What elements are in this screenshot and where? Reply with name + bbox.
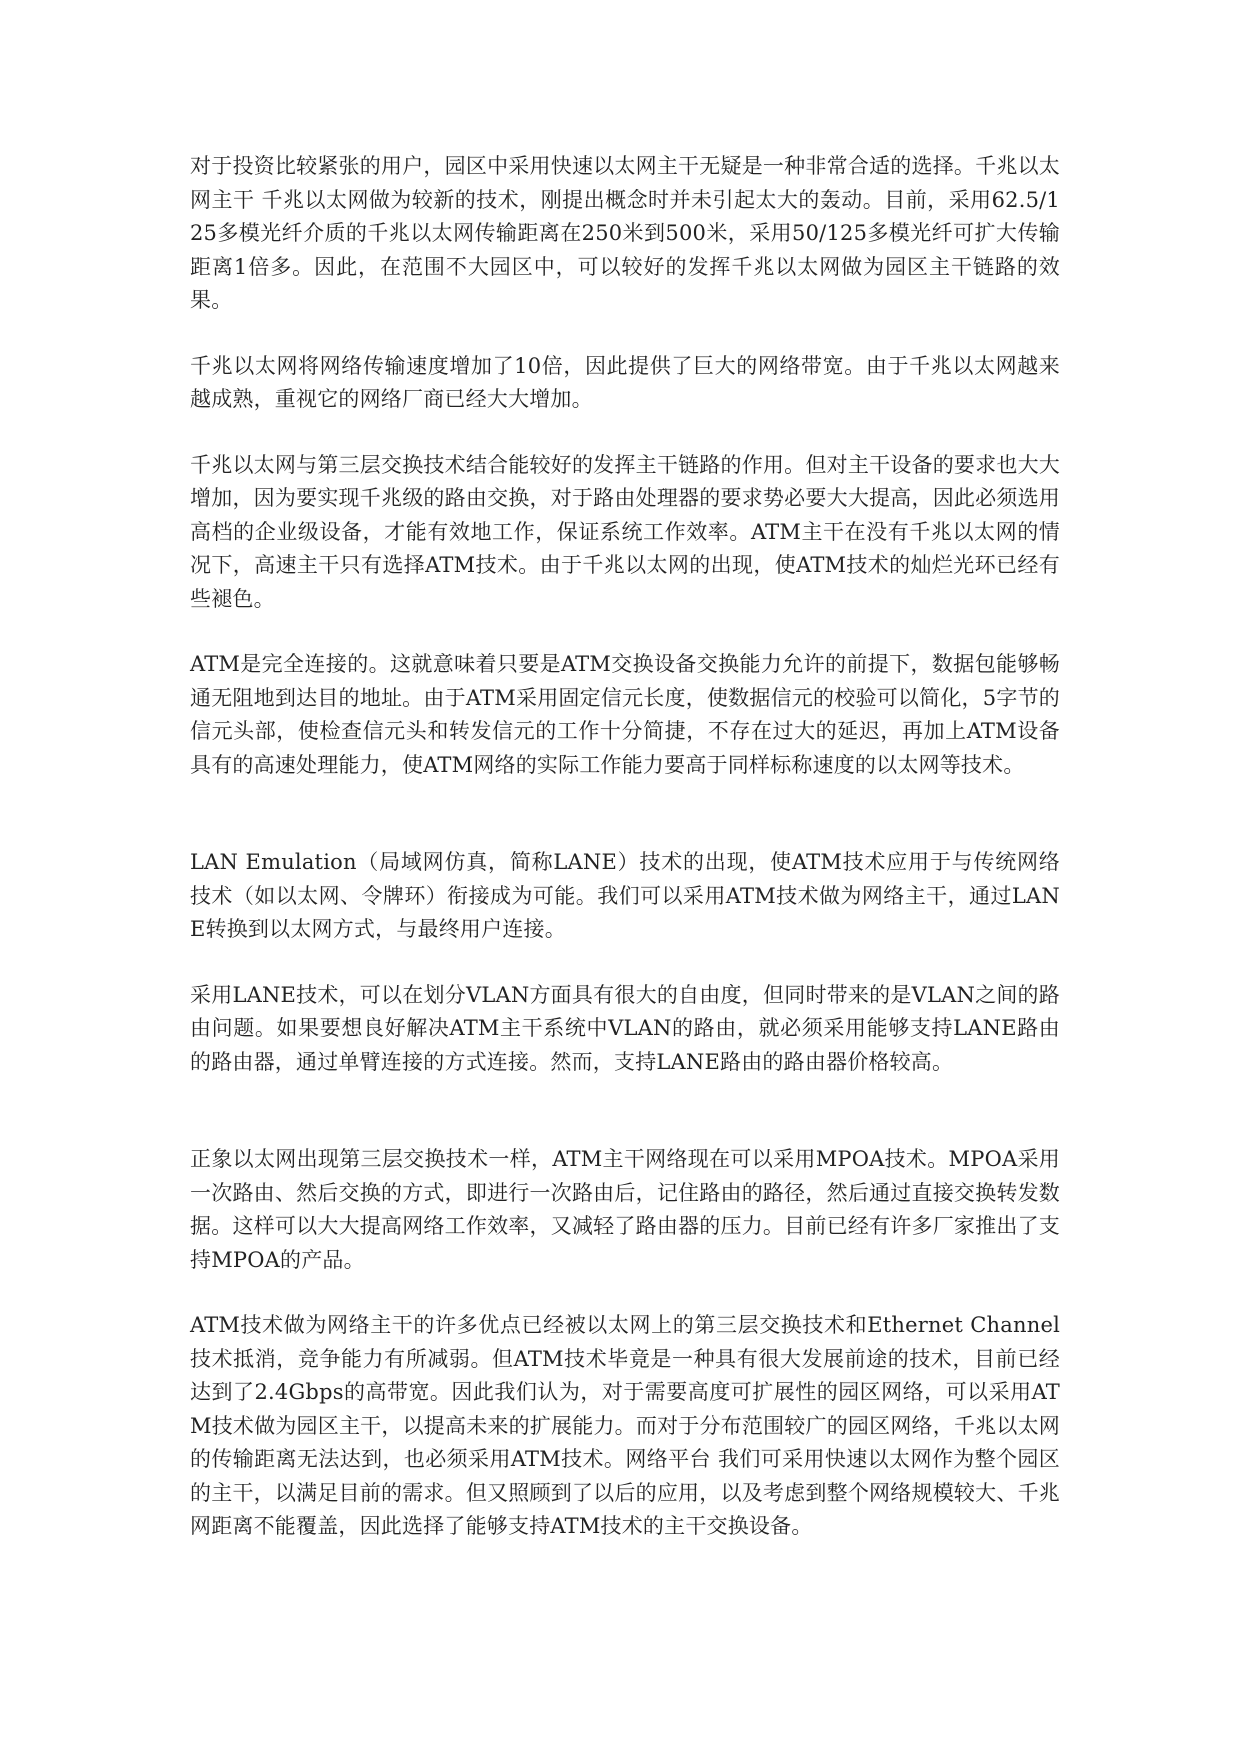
document-body [190, 150, 1060, 1576]
paragraph-atm-conclusion: ATM技术做为网络主干的许多优点已经被以太网上的第三层交换技术和Ethernet Channel技术抵消，竞争能力有所减弱。但ATM技术毕竟是一种具有很大发展前途的技术，目前已经达到了2.4Gbps的高带宽。因此我们认为，对于需要高度可扩展性的园区网络，可以采用ATM技术做为园区主干，以提高未来的扩展能力。而对于分布范围较广的园区网络，千兆以太网的传输距离无法达到，也必须采用ATM技术。网络平台 我们可采用快速以太网作为整个园区的主干，以满足目前的需求。但又照顾到了以后的应用，以及考虑到整个网络规模较大、千兆网距离不能覆盖，因此选择了能够支持ATM技术的主干交换设备。 [190, 1313, 1060, 1538]
paragraph-gigabit-backbone-intro: 对于投资比较紧张的用户，园区中采用快速以太网主干无疑是一种非常合适的选择。千兆以太网主干 千兆以太网做为较新的技术，刚提出概念时并未引起太大的轰动。目前，采用62.5/125多模光纤介质的千兆以太网传输距离在250米到500米，采用50/125多模光纤可扩大传输距离1倍多。因此，在范围不大园区中，可以较好的发挥千兆以太网做为园区主干链路的效果。 [190, 154, 1060, 312]
paragraph-lan-emulation: LAN Emulation（局域网仿真，简称LANE）技术的出现，使ATM技术应用于与传统网络技术（如以太网、令牌环）衔接成为可能。我们可以采用ATM技术做为网络主干，通过LANE转换到以太网方式，与最终用户连接。 [190, 850, 1060, 941]
paragraph-mpoa: 正象以太网出现第三层交换技术一样，ATM主干网络现在可以采用MPOA技术。MPOA采用一次路由、然后交换的方式，即进行一次路由后，记住路由的路径，然后通过直接交换转发数据。这样可以大大提高网络工作效率，又减轻了路由器的压力。目前已经有许多厂家推出了支持MPOA的产品。 [190, 1147, 1060, 1272]
paragraph-atm-connectivity: ATM是完全连接的。这就意味着只要是ATM交换设备交换能力允许的前提下，数据包能够畅通无阻地到达目的地址。由于ATM采用固定信元长度，使数据信元的校验可以简化，5字节的信元头部，使检查信元头和转发信元的工作十分简捷，不存在过大的延迟，再加上ATM设备具有的高速处理能力，使ATM网络的实际工作能力要高于同样标称速度的以太网等技术。 [190, 652, 1060, 777]
paragraph-layer3-switching: 千兆以太网与第三层交换技术结合能较好的发挥主干链路的作用。但对主干设备的要求也大大增加，因为要实现千兆级的路由交换，对于路由处理器的要求势必要大大提高，因此必须选用高档的企业级设备，才能有效地工作，保证系统工作效率。ATM主干在没有千兆以太网的情况下，高速主干只有选择ATM技术。由于千兆以太网的出现，使ATM技术的灿烂光环已经有些褪色。 [190, 452, 1060, 611]
paragraph-gigabit-bandwidth: 千兆以太网将网络传输速度增加了10倍，因此提供了巨大的网络带宽。由于千兆以太网越来越成熟，重视它的网络厂商已经大大增加。 [190, 353, 1060, 411]
paragraph-lane-vlan: 采用LANE技术，可以在划分VLAN方面具有很大的自由度，但同时带来的是VLAN之间的路由问题。如果要想良好解决ATM主干系统中VLAN的路由，就必须采用能够支持LANE路由的路由器，通过单臂连接的方式连接。然而，支持LANE路由的路由器价格较高。 [190, 982, 1060, 1074]
